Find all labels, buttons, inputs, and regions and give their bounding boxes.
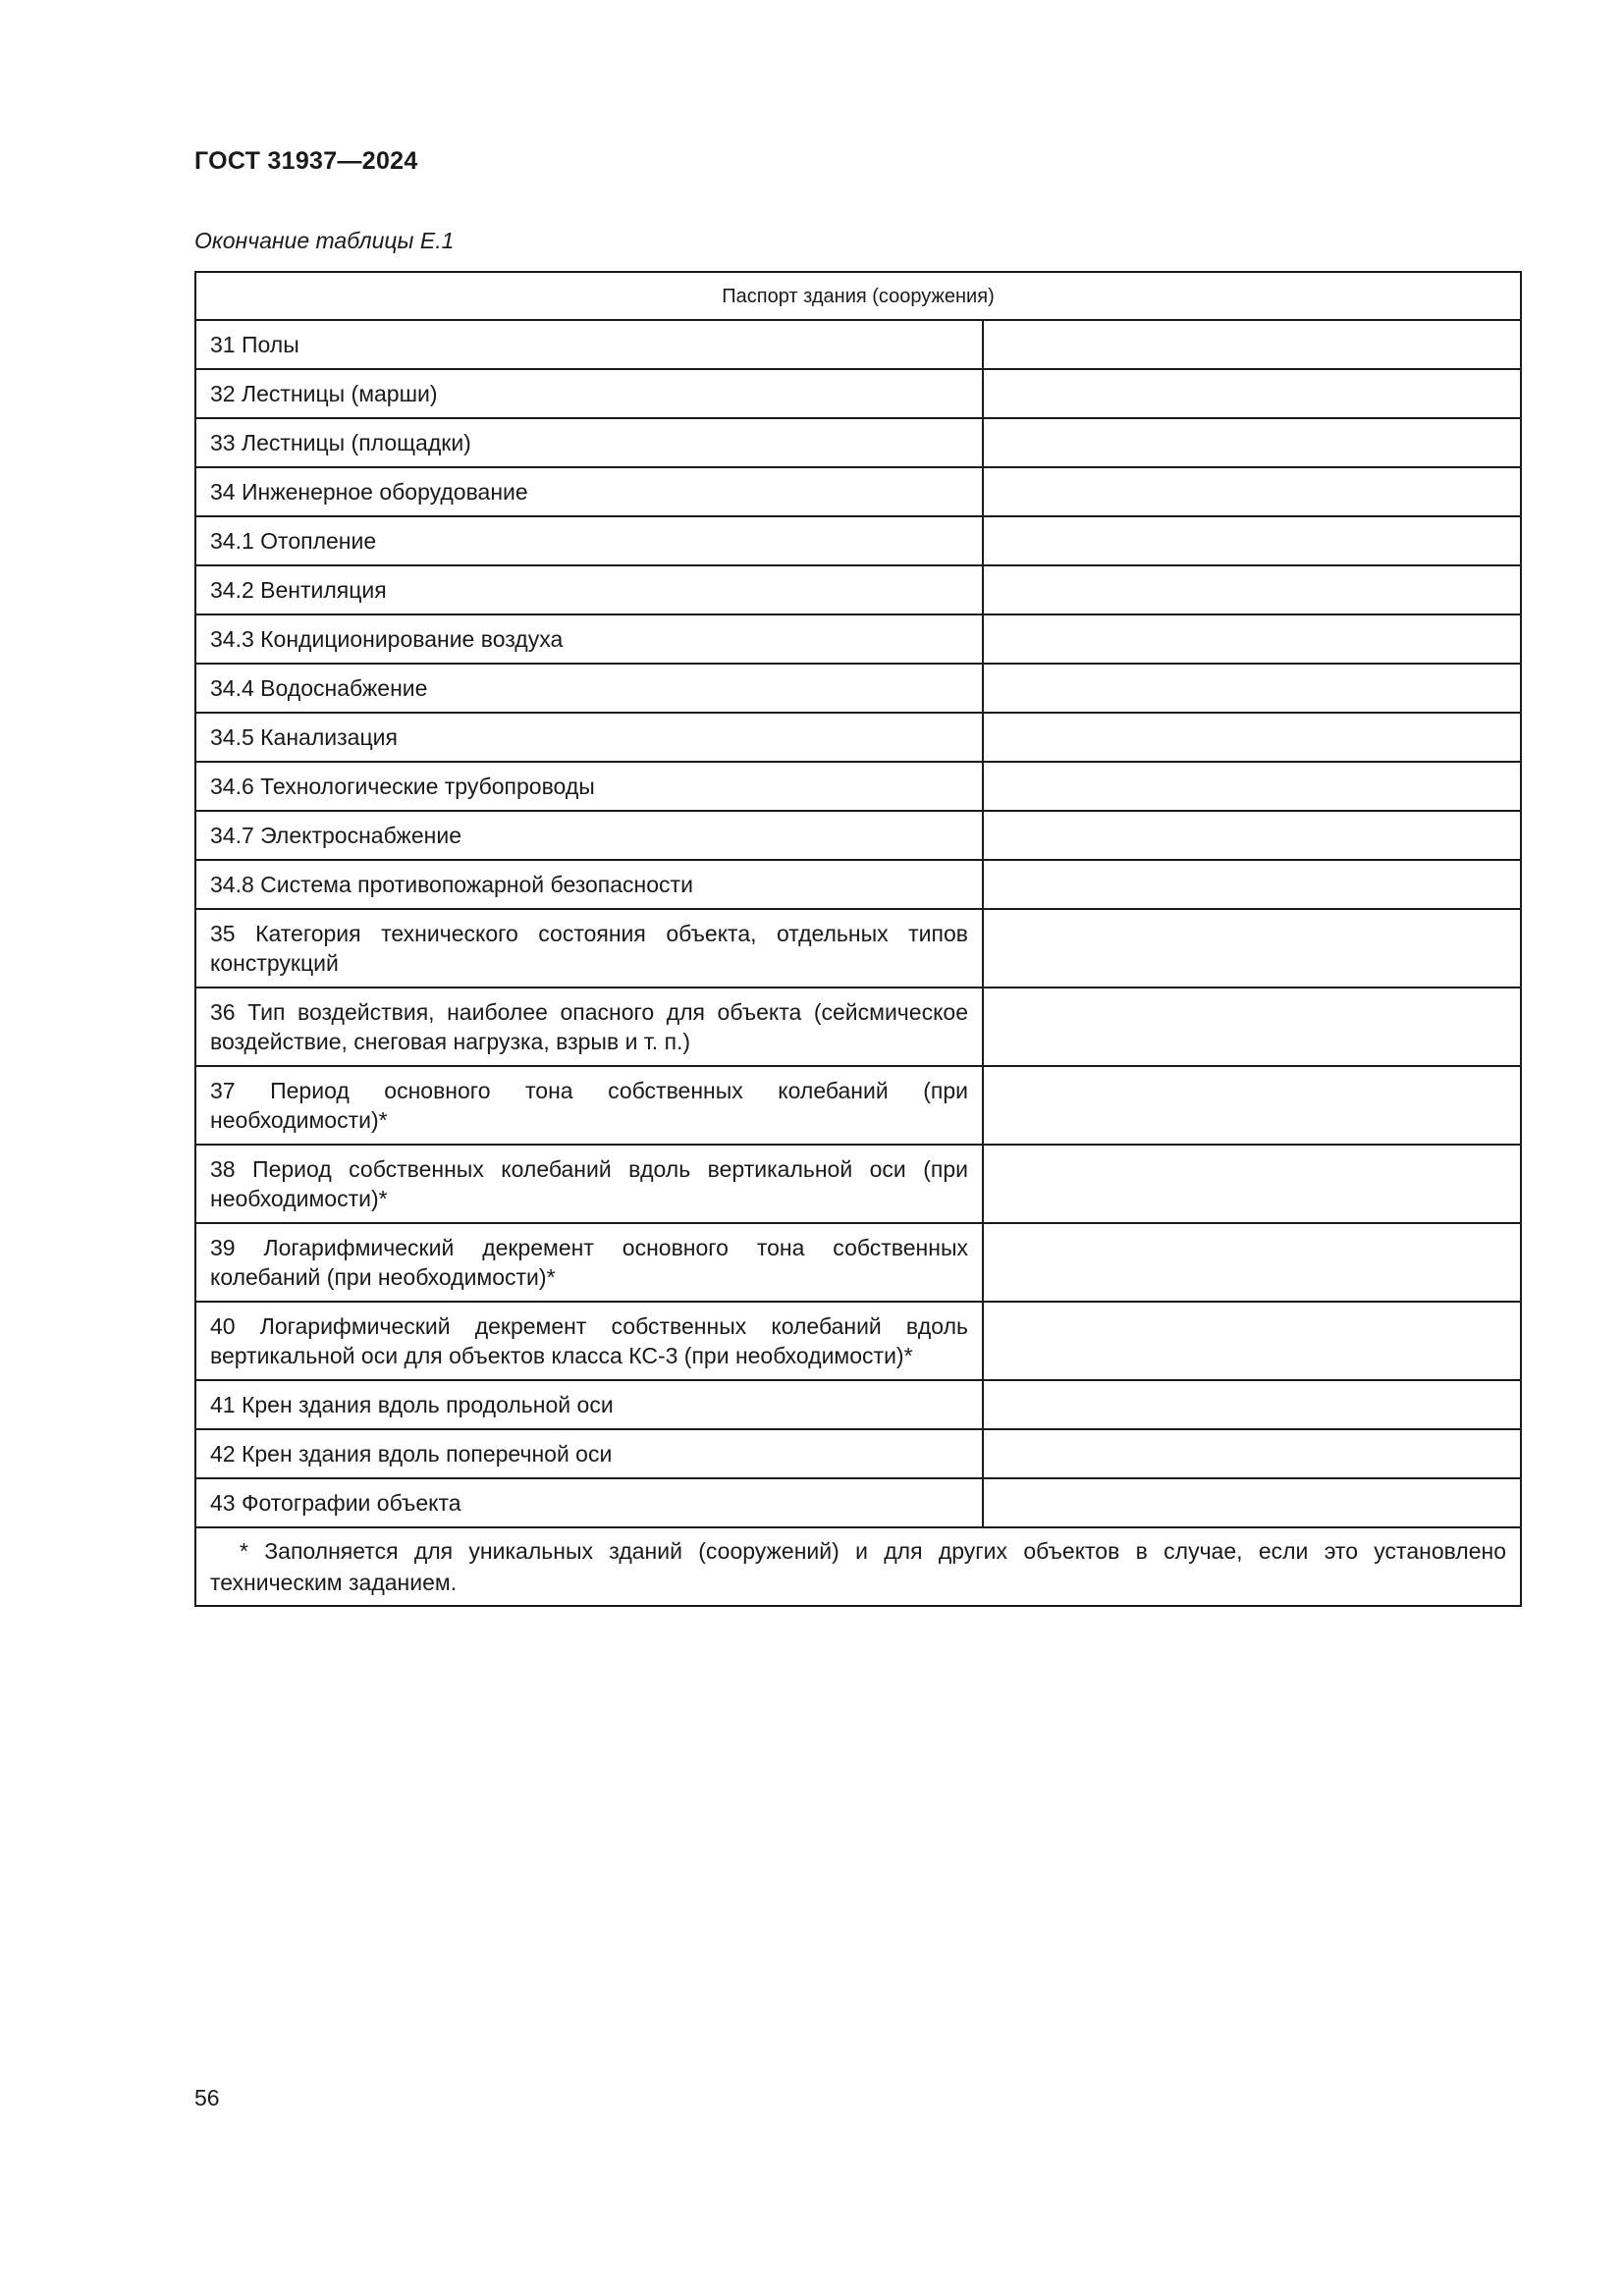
passport-table	[194, 271, 1522, 1607]
table-title: Паспорт здания (сооружения)	[195, 272, 1521, 320]
parameter-name-cell: 35 Категория технического состояния объекта, отдельных типов конструкций	[195, 909, 983, 988]
parameter-name-cell: 40 Логарифмический декремент собственных колебаний вдоль вертикальной оси для объектов класса КС-3 (при необходимости)*	[195, 1302, 983, 1380]
table-row	[195, 1478, 1521, 1527]
parameter-name-cell: 33 Лестницы (площадки)	[195, 418, 983, 467]
parameter-value-cell[interactable]	[983, 369, 1521, 418]
parameter-value-cell[interactable]	[983, 762, 1521, 811]
parameter-name-cell: 34.5 Канализация	[195, 713, 983, 762]
table-row	[195, 1145, 1521, 1223]
parameter-value-cell[interactable]	[983, 1429, 1521, 1478]
parameter-name-cell: 34.7 Электроснабжение	[195, 811, 983, 860]
table-row	[195, 909, 1521, 988]
parameter-value-cell[interactable]	[983, 1066, 1521, 1145]
table-row	[195, 1429, 1521, 1478]
table-row	[195, 467, 1521, 516]
table-row	[195, 565, 1521, 614]
parameter-value-cell[interactable]	[983, 1302, 1521, 1380]
parameter-name-cell: 39 Логарифмический декремент основного тона собственных колебаний (при необходимости)*	[195, 1223, 983, 1302]
parameter-value-cell[interactable]	[983, 1145, 1521, 1223]
parameter-name-cell: 41 Крен здания вдоль продольной оси	[195, 1380, 983, 1429]
table-row	[195, 1380, 1521, 1429]
document-code: ГОСТ 31937—2024	[194, 147, 418, 175]
parameter-name-cell: 38 Период собственных колебаний вдоль вертикальной оси (при необходимости)*	[195, 1145, 983, 1223]
table-row	[195, 713, 1521, 762]
parameter-value-cell[interactable]	[983, 1478, 1521, 1527]
parameter-name-cell: 34.8 Система противопожарной безопасности	[195, 860, 983, 909]
parameter-value-cell[interactable]	[983, 811, 1521, 860]
parameter-name-cell: 34.4 Водоснабжение	[195, 664, 983, 713]
table-row	[195, 762, 1521, 811]
table-row	[195, 1223, 1521, 1302]
table-row	[195, 988, 1521, 1066]
table-row	[195, 1302, 1521, 1380]
parameter-value-cell[interactable]	[983, 516, 1521, 565]
parameter-name-cell: 32 Лестницы (марши)	[195, 369, 983, 418]
parameter-value-cell[interactable]	[983, 467, 1521, 516]
parameter-value-cell[interactable]	[983, 418, 1521, 467]
parameter-name-cell: 43 Фотографии объекта	[195, 1478, 983, 1527]
table-header-row	[195, 272, 1521, 320]
parameter-name-cell: 34.1 Отопление	[195, 516, 983, 565]
parameter-name-cell: 34.3 Кондиционирование воздуха	[195, 614, 983, 664]
parameter-name-cell: 36 Тип воздействия, наиболее опасного для объекта (сейсмическое воздействие, снеговая нагрузка, взрыв и т. п.)	[195, 988, 983, 1066]
parameter-value-cell[interactable]	[983, 664, 1521, 713]
parameter-value-cell[interactable]	[983, 320, 1521, 369]
table-row	[195, 811, 1521, 860]
table-row	[195, 664, 1521, 713]
parameter-value-cell[interactable]	[983, 860, 1521, 909]
parameter-value-cell[interactable]	[983, 988, 1521, 1066]
parameter-value-cell[interactable]	[983, 614, 1521, 664]
table-row	[195, 369, 1521, 418]
parameter-name-cell: 34.6 Технологические трубопроводы	[195, 762, 983, 811]
footnote-cell	[195, 1527, 1521, 1606]
table-row	[195, 418, 1521, 467]
parameter-value-cell[interactable]	[983, 713, 1521, 762]
parameter-value-cell[interactable]	[983, 565, 1521, 614]
parameter-name-cell: 34 Инженерное оборудование	[195, 467, 983, 516]
table-caption: Окончание таблицы Е.1	[194, 228, 455, 253]
parameter-name-cell: 34.2 Вентиляция	[195, 565, 983, 614]
table-row	[195, 1066, 1521, 1145]
footnote-text: * Заполняется для уникальных зданий (сооружений) и для других объектов в случае, если это установлено техническим заданием.	[210, 1538, 1507, 1595]
footnote-row	[195, 1527, 1521, 1606]
table-row	[195, 516, 1521, 565]
page-number: 56	[194, 2085, 220, 2110]
parameter-name-cell: 31 Полы	[195, 320, 983, 369]
parameter-name-cell: 42 Крен здания вдоль поперечной оси	[195, 1429, 983, 1478]
parameter-name-cell: 37 Период основного тона собственных колебаний (при необходимости)*	[195, 1066, 983, 1145]
table-row	[195, 614, 1521, 664]
parameter-value-cell[interactable]	[983, 909, 1521, 988]
parameter-value-cell[interactable]	[983, 1223, 1521, 1302]
parameter-value-cell[interactable]	[983, 1380, 1521, 1429]
table-row	[195, 320, 1521, 369]
table-row	[195, 860, 1521, 909]
